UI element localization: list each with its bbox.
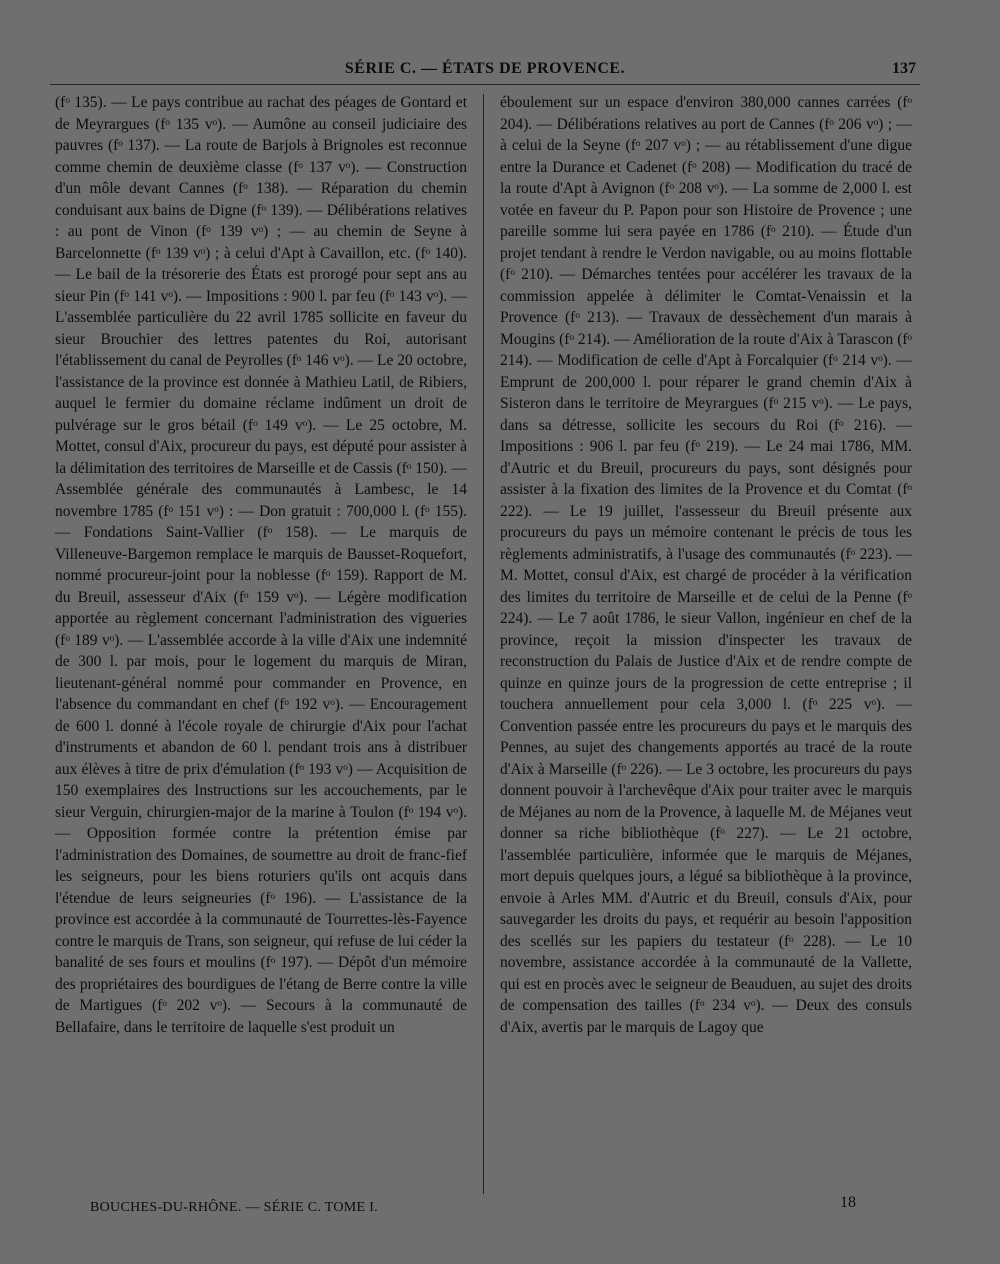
column-divider: [483, 94, 484, 1194]
right-column-text: éboulement sur un espace d'environ 380,000 cannes carrées (fᵒ 204). — Délibérations relatives au port de Cannes (fᵒ 206 vᵒ) ; — à celui de la Seyne (fᵒ 207 vᵒ) ; — au rétablissement d'une digue entre la Durance et Cadenet (fᵒ 208) — Modification du tracé de la route d'Apt à Avignon (fᵒ 208 vᵒ). — La somme de 2,000 l. est votée en faveur du P. Papon pour son Histoire de Provence ; une pareille somme lui sera payée en 1786 (fᵒ 210). — Étude d'un projet tendant à rendre le Verdon navigable, ou au moins flottable (fᵒ 210). — Démarches tentées pour accélérer les travaux de la commission appelée à délimiter le Comtat-Venaissin et la Provence (fᵒ 213). — Travaux de dessèchement d'un marais à Mougins (fᵒ 214). — Amélioration de la route d'Aix à Tarascon (fᵒ 214). — Modification de celle d'Apt à Forcalquier (fᵒ 214 vᵒ). — Emprunt de 200,000 l. pour réparer le grand chemin d'Aix à Sisteron dans le territoire de Meyrargues (fᵒ 215 vᵒ). — Le pays, dans sa détresse, sollicite les secours du Roi (fᵒ 216). — Impositions : 906 l. par feu (fᵒ 219). — Le 24 mai 1786, MM. d'Autric et du Breuil, procureurs du pays, sont désignés pour assister à la fixation des limites de la Provence et du Comtat (fᵒ 222). — Le 19 juillet, l'assesseur du Breuil présente aux procureurs du pays un mémoire contenant le précis de tous les règlements administratifs, à l'usage des communautés (fᵒ 223). — M. Mottet, consul d'Aix, est chargé de procéder à la vérification des limites du territoire de Marseille et de celui de la Penne (fᵒ 224). — Le 7 août 1786, le sieur Vallon, ingénieur en chef de la province, reçoit la mission d'inspecter les travaux de reconstruction du Palais de Justice d'Aix et de rendre compte de quinze en quinze jours de la progression de cette entreprise ; il touchera annuellement pour cela 3,000 l. (fᵒ 225 vᵒ). — Convention passée entre les procureurs du pays et le marquis des Pennes, au sujet des changements apportés au tracé de la route d'Aix à Marseille (fᵒ 226). — Le 3 octobre, les procureurs du pays donnent pouvoir à l'archevêque d'Aix pour traiter avec le marquis de Méjanes au nom de la Provence, à laquelle M. de Méjanes veut donner sa riche bibliothèque (fᵒ 227). — Le 21 octobre, l'assemblée particulière, informée que le marquis de Méjanes, mort depuis quelques jours, a légué sa bibliothèque à la province, envoie à Arles MM. d'Autric et du Breuil, consuls d'Aix, pour sauvegarder les droits du pays, et requérir au besoin l'apposition des scellés sur les papiers du testateur (fᵒ 228). — Le 10 novembre, assistance accordée à la communauté de la Vallette, qui est en procès avec le seigneur de Beauduen, au sujet des droits de compensation des tailles (fᵒ 234 vᵒ). — Deux des consuls d'Aix, avertis par le marquis de Lagoy que: [500, 94, 912, 1036]
page-number: 137: [892, 60, 916, 77]
footer-volume-label: BOUCHES-DU-RHÔNE. — SÉRIE C. TOME I.: [90, 1200, 378, 1215]
running-header: [50, 60, 920, 88]
header-title: SÉRIE C. — ÉTATS DE PROVENCE.: [344, 60, 626, 77]
left-column-text: (fᵒ 135). — Le pays contribue au rachat des péages de Gontard et de Meyrargues (fᵒ 135 vᵒ). — Aumône au conseil judiciaire des pauvres (fᵒ 137). — La route de Barjols à Brignoles est reconnue comme chemin de deuxième classe (fᵒ 137 vᵒ). — Construction d'un môle devant Cannes (fᵒ 138). — Réparation du chemin conduisant aux bains de Digne (fᵒ 139). — Délibérations relatives : au pont de Vinon (fᵒ 139 vᵒ) ; — au chemin de Seyne à Barcelonnette (fᵒ 139 vᵒ) ; à celui d'Apt à Cavaillon, etc. (fᵒ 140). — Le bail de la trésorerie des États est prorogé pour sept ans au sieur Pin (fᵒ 141 vᵒ). — Impositions : 900 l. par feu (fᵒ 143 vᵒ). — L'assemblée particulière du 22 avril 1785 sollicite en faveur du sieur Brouchier des lettres patentes du Roi, autorisant l'établissement du canal de Peyrolles (fᵒ 146 vᵒ). — Le 20 octobre, l'assistance de la province est donnée à Mathieu Latil, de Ribiers, auquel le fermier du domaine réclame indûment un droit de pulvérage sur le gros bétail (fᵒ 149 vᵒ). — Le 25 octobre, M. Mottet, consul d'Aix, procureur du pays, est député pour assister à la délimitation des territoires de Marseille et de Cassis (fᵒ 150). — Assemblée générale des communautés à Lambesc, le 14 novembre 1785 (fᵒ 151 vᵒ) : — Don gratuit : 700,000 l. (fᵒ 155). — Fondations Saint-Vallier (fᵒ 158). — Le marquis de Villeneuve-Bargemon remplace le marquis de Bausset-Roquefort, nommé procureur-joint pour la noblesse (fᵒ 159). Rapport de M. du Breuil, assesseur d'Aix (fᵒ 159 vᵒ). — Légère modification apportée au règlement concernant l'administration des vigueries (fᵒ 189 vᵒ). — L'assemblée accorde à la ville d'Aix une indemnité de 300 l. par mois, pour le logement du marquis de Miran, lieutenant-général nommé pour commander en Provence, en l'absence du commandant en chef (fᵒ 192 vᵒ). — Encouragement de 600 l. donné à l'école royale de chirurgie d'Aix pour l'achat d'instruments et abandon de 60 l. pendant trois ans à distribuer aux élèves à titre de prix d'émulation (fᵒ 193 vᵒ) — Acquisition de 150 exemplaires des Instructions sur les accouchements, par le sieur Verguin, chirurgien-major de la marine à Toulon (fᵒ 194 vᵒ). — Opposition formée contre la prétention émise par l'administration des Domaines, de soumettre au droit de franc-fief les seigneurs, pour les biens roturiers qu'ils ont acquis dans l'étendue de leurs seigneuries (fᵒ 196). — L'assistance de la province est accordée à la communauté de Tourrettes-lès-Fayence contre le marquis de Trans, son seigneur, qui refuse de lui céder la banalité de ses fours et moulins (fᵒ 197). — Dépôt d'un mémoire des propriétaires des bourdigues de l'étang de Berre contre la ville de Martigues (fᵒ 202 vᵒ). — Secours à la communauté de Bellafaire, dans le territoire de laquelle s'est produit un: [55, 94, 467, 1036]
page-footer: [90, 1194, 910, 1218]
signature-mark: 18: [840, 1194, 856, 1211]
header-rule: [50, 84, 920, 85]
